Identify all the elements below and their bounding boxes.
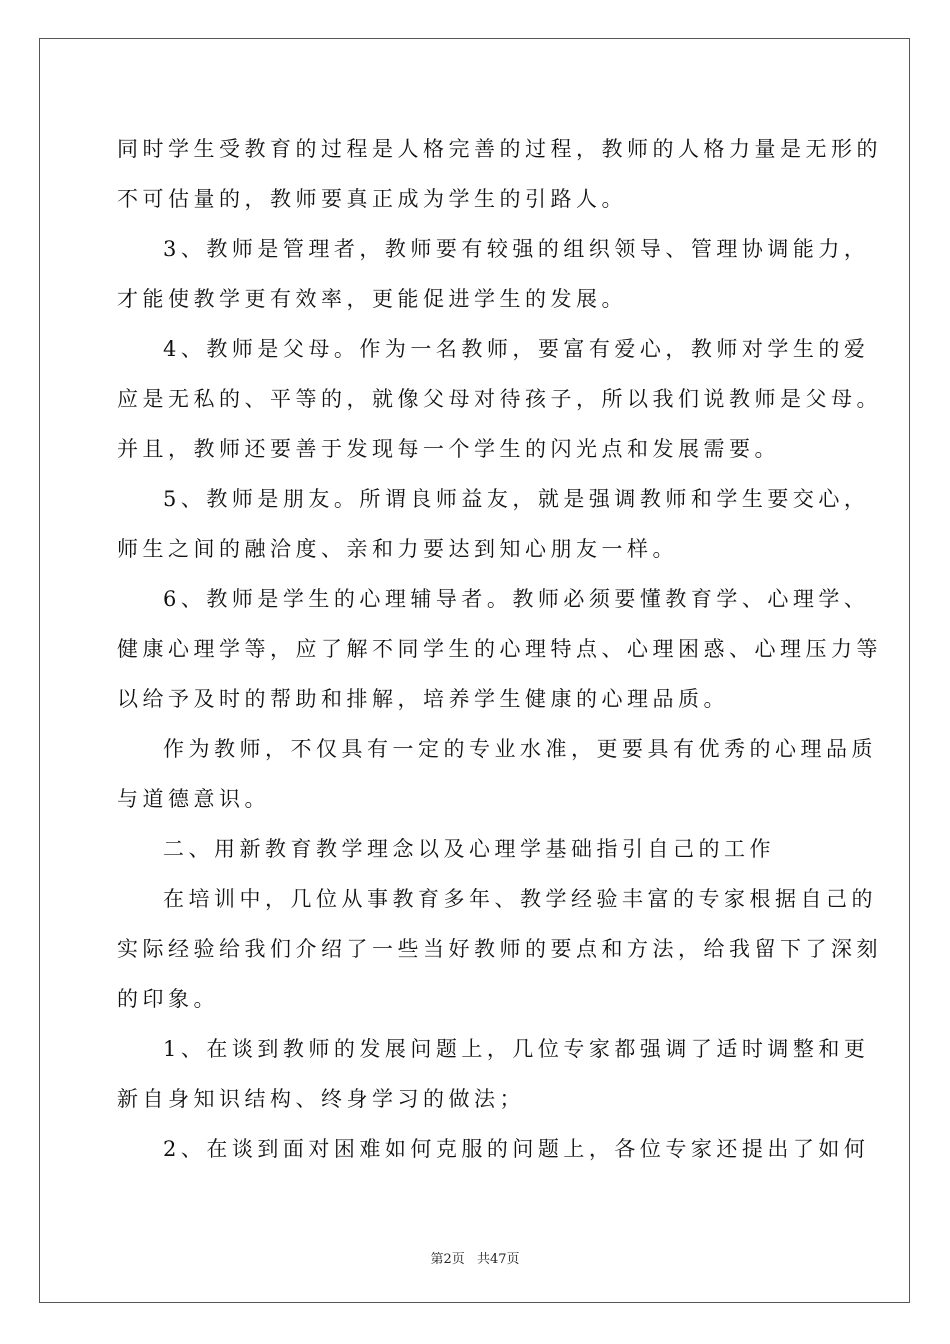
page-footer	[0, 1248, 950, 1267]
page-number: 第2页	[430, 1252, 465, 1267]
text-line: 以给予及时的帮助和排解，培养学生健康的心理品质。	[117, 687, 729, 711]
text-line: 同时学生受教育的过程是人格完善的过程，教师的人格力量是无形的	[117, 137, 882, 161]
text-line: 3、教师是管理者，教师要有较强的组织领导、管理协调能力，	[163, 237, 870, 261]
page-total: 共47页	[476, 1252, 520, 1267]
text-line: 与道德意识。	[117, 787, 270, 811]
text-line: 4、教师是父母。作为一名教师，要富有爱心，教师对学生的爱	[163, 337, 870, 361]
text-line: 并且，教师还要善于发现每一个学生的闪光点和发展需要。	[117, 437, 780, 461]
text-line: 2、在谈到面对困难如何克服的问题上，各位专家还提出了如何	[163, 1137, 870, 1161]
text-line: 作为教师，不仅具有一定的专业水准，更要具有优秀的心理品质	[163, 737, 877, 761]
text-line: 才能使教学更有效率，更能促进学生的发展。	[117, 287, 627, 311]
text-line: 在培训中，几位从事教育多年、教学经验丰富的专家根据自己的	[163, 887, 877, 911]
text-line: 新自身知识结构、终身学习的做法；	[117, 1087, 525, 1111]
text-line: 1、在谈到教师的发展问题上，几位专家都强调了适时调整和更	[163, 1037, 870, 1061]
text-line: 不可估量的，教师要真正成为学生的引路人。	[117, 187, 627, 211]
text-line: 实际经验给我们介绍了一些当好教师的要点和方法，给我留下了深刻	[117, 937, 882, 961]
text-line: 6、教师是学生的心理辅导者。教师必须要懂教育学、心理学、	[163, 587, 870, 611]
section-heading: 二、用新教育教学理念以及心理学基础指引自己的工作	[163, 837, 775, 861]
text-line: 应是无私的、平等的，就像父母对待孩子，所以我们说教师是父母。	[117, 387, 882, 411]
text-line: 健康心理学等，应了解不同学生的心理特点、心理困惑、心理压力等	[117, 637, 882, 661]
text-line: 5、教师是朋友。所谓良师益友，就是强调教师和学生要交心，	[163, 487, 870, 511]
text-line: 的印象。	[117, 987, 219, 1011]
text-line: 师生之间的融洽度、亲和力要达到知心朋友一样。	[117, 537, 678, 561]
